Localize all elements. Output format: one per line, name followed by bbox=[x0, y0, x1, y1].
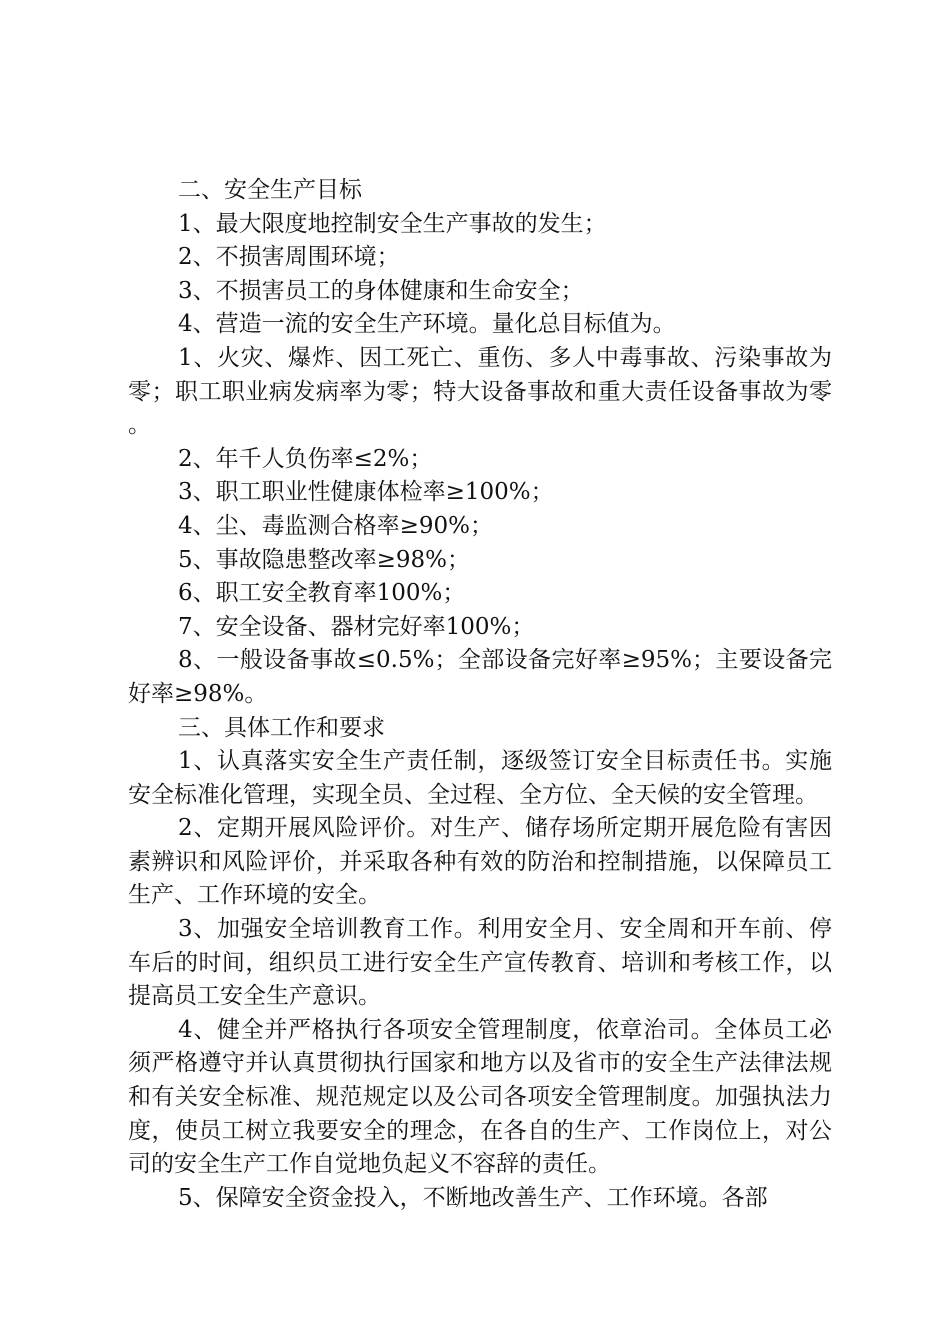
section-heading-work-requirements: 三、具体工作和要求 bbox=[178, 714, 385, 741]
goal-item-3: 3、不损害员工的身体健康和生命安全； bbox=[178, 277, 584, 304]
section-heading-safety-goals: 二、安全生产目标 bbox=[178, 177, 362, 203]
target-item-4: 4、尘、毒监测合格率≥90%； bbox=[178, 512, 494, 539]
goal-item-1: 1、最大限度地控制安全生产事故的发生； bbox=[178, 210, 607, 237]
goal-item-4: 4、营造一流的安全生产环境。量化总目标值为。 bbox=[178, 311, 676, 338]
target-item-2: 2、年千人负伤率≤2%； bbox=[178, 445, 433, 472]
requirement-item-2: 2、定期开展风险评价。对生产、储存场所定期开展危险有害因素辨识和风险评价，并采取各种有效的防治和控制措施，以保障员工生产、工作环境的安全。 bbox=[128, 815, 832, 909]
target-item-6: 6、职工安全教育率100%； bbox=[178, 580, 466, 607]
goal-item-2: 2、不损害周围环境； bbox=[178, 244, 400, 271]
target-item-8: 8、一般设备事故≤0.5%；全部设备完好率≥95%；主要设备完好率≥98%。 bbox=[128, 647, 832, 707]
target-item-1: 1、火灾、爆炸、因工死亡、重伤、多人中毒事故、污染事故为零；职工职业病发病率为零；特大设备事故和重大责任设备事故为零。 bbox=[128, 344, 832, 439]
requirement-item-3: 3、加强安全培训教育工作。利用安全月、安全周和开车前、停车后的时间，组织员工进行安全生产宣传教育、培训和考核工作，以提高员工安全生产意识。 bbox=[128, 916, 832, 1010]
requirement-item-5: 5、保障安全资金投入，不断地改善生产、工作环境。各部 bbox=[178, 1184, 768, 1211]
target-item-7: 7、安全设备、器材完好率100%； bbox=[178, 613, 535, 640]
requirement-item-1: 1、认真落实安全生产责任制，逐级签订安全目标责任书。实施安全标准化管理，实现全员、全过程、全方位、全天候的安全管理。 bbox=[128, 748, 832, 808]
target-item-5: 5、事故隐患整改率≥98%； bbox=[178, 546, 471, 573]
target-item-3: 3、职工职业性健康体检率≥100%； bbox=[178, 479, 554, 506]
document-body bbox=[128, 174, 832, 1215]
requirement-item-4: 4、健全并严格执行各项安全管理制度，依章治司。全体员工必须严格遵守并认真贯彻执行国家和地方以及省市的安全生产法律法规和有关安全标准、规范规定以及公司各项安全管理制度。加强执法力度，使员工树立我要安全的理念，在各自的生产、工作岗位上，对公司的安全生产工作自觉地负起义不容辞的责任。 bbox=[128, 1016, 832, 1178]
